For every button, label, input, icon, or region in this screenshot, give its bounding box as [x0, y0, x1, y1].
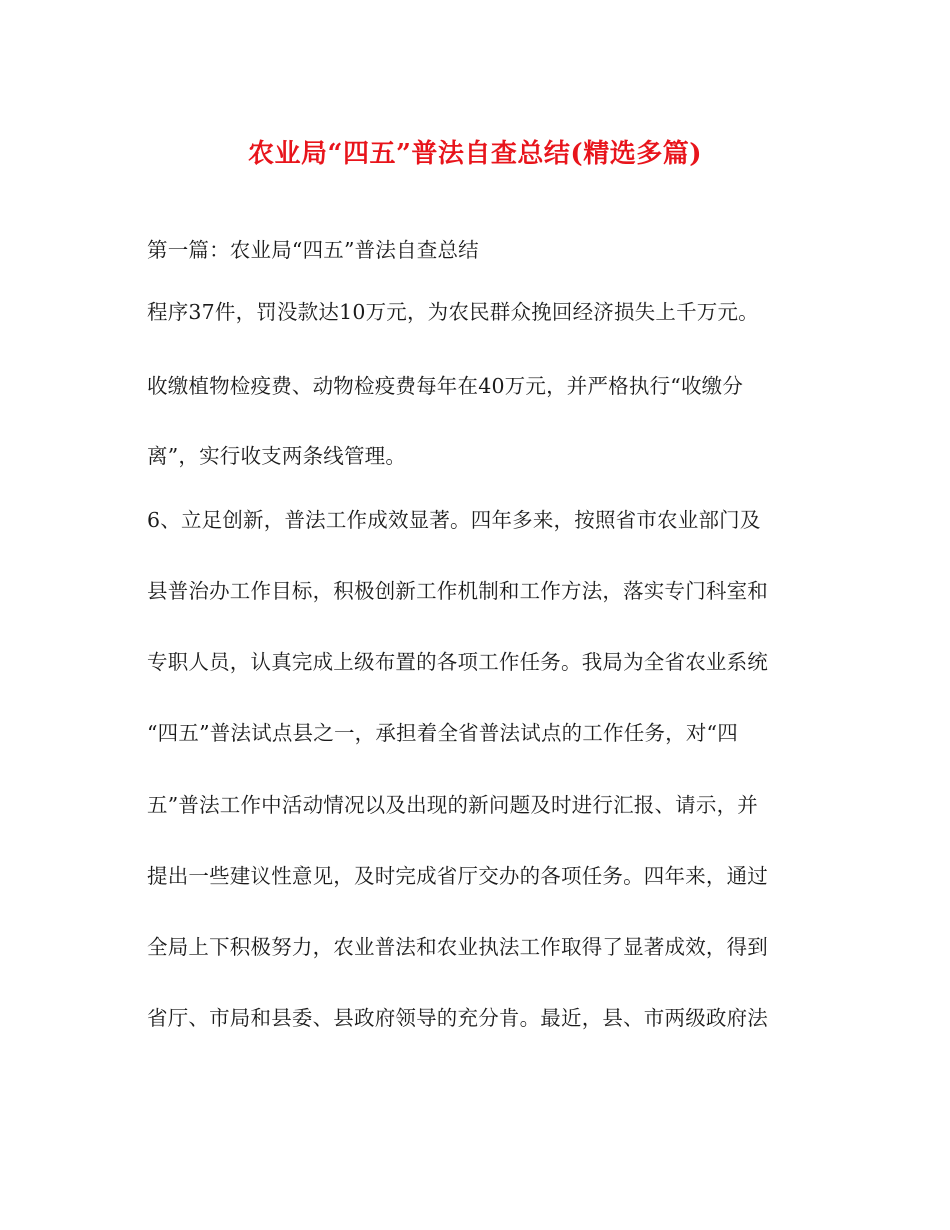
body-line: 县普治办工作目标，积极创新工作机制和工作方法，落实专门科室和 [147, 579, 768, 603]
body-line: “四五”普法试点县之一，承担着全省普法试点的工作任务，对“四 [147, 721, 738, 745]
body-line: 全局上下积极努力，农业普法和农业执法工作取得了显著成效，得到 [147, 935, 768, 959]
section-heading: 第一篇：农业局“四五”普法自查总结 [147, 238, 479, 262]
body-line: 程序37件，罚没款达10万元，为农民群众挽回经济损失上千万元。 [147, 300, 759, 324]
body-line: 提出一些建议性意见，及时完成省厅交办的各项任务。四年来，通过 [147, 864, 768, 888]
body-line: 6、立足创新，普法工作成效显著。四年多来，按照省市农业部门及 [147, 508, 761, 532]
body-line: 省厅、市局和县委、县政府领导的充分肯。最近，县、市两级政府法 [147, 1006, 768, 1030]
document-title: 农业局“四五”普法自查总结(精选多篇) [247, 139, 702, 169]
body-line: 五”普法工作中活动情况以及出现的新问题及时进行汇报、请示，并 [147, 793, 758, 817]
body-line: 收缴植物检疫费、动物检疫费每年在40万元，并严格执行“收缴分 [147, 374, 744, 398]
body-line: 专职人员，认真完成上级布置的各项工作任务。我局为全省农业系统 [147, 650, 768, 674]
body-line: 离”，实行收支两条线管理。 [147, 444, 407, 468]
